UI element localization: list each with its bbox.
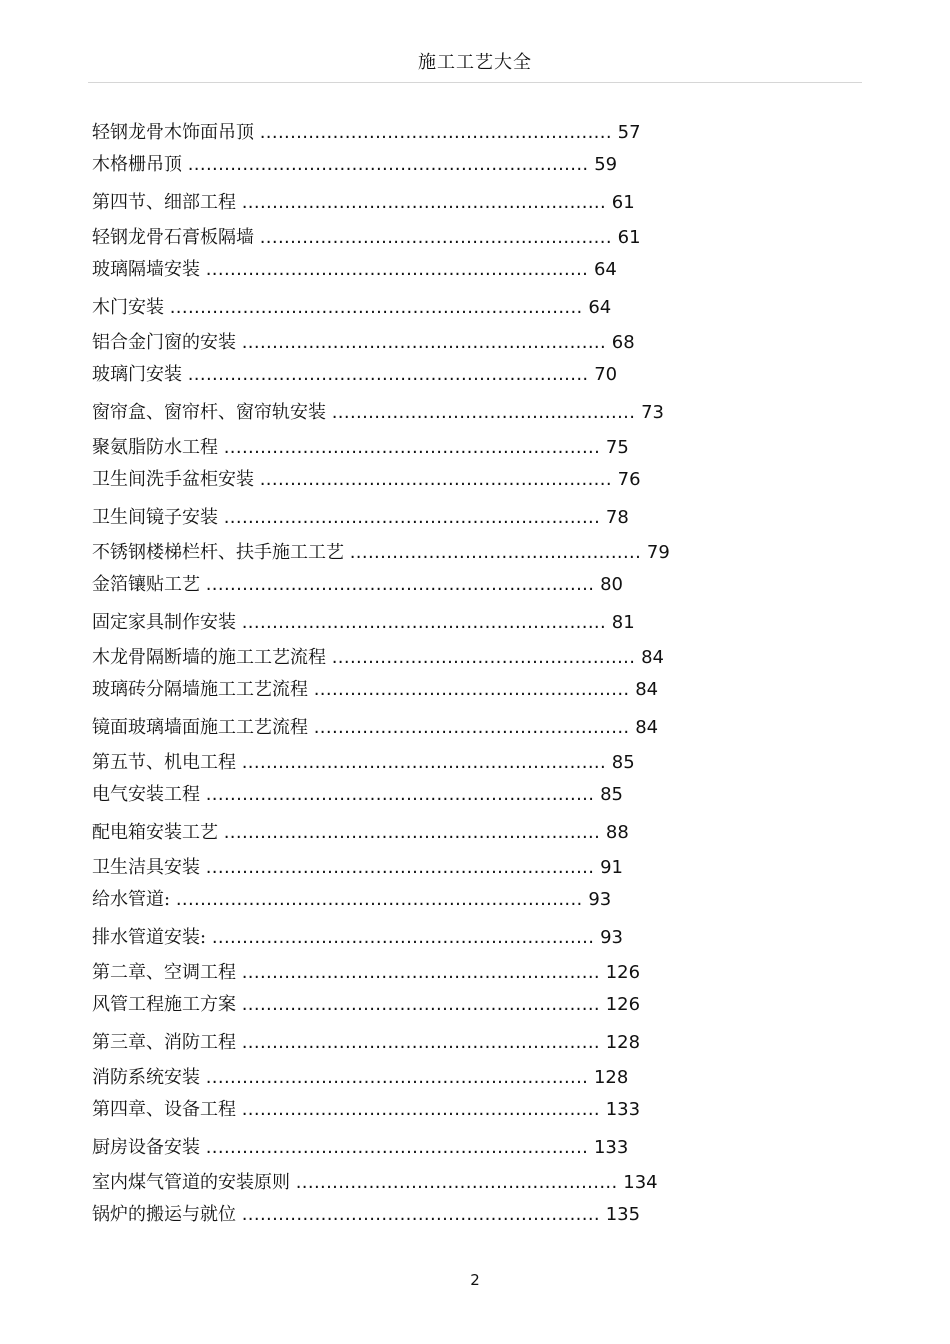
toc-leader-dots: ............................................................... (211, 927, 595, 948)
toc-entry[interactable] (92, 821, 629, 845)
toc-leader-dots: ............................................................... (205, 1067, 589, 1088)
toc-entry[interactable] (92, 401, 664, 425)
toc-entry[interactable] (92, 1136, 628, 1160)
toc-leader-dots: .............................................................. (223, 437, 601, 458)
toc-entry-title: 第三章、消防工程 (92, 1032, 236, 1053)
toc-leader-dots: .................................................... (313, 717, 630, 738)
toc-page-number: 59 (594, 154, 618, 175)
toc-page-number: 75 (605, 437, 629, 458)
toc-leader-dots: ........................................................... (241, 1099, 600, 1120)
toc-page-number: 93 (600, 927, 623, 948)
toc-entry-title: 镜面玻璃墙面施工工艺流程 (92, 717, 308, 738)
toc-page-number: 61 (611, 192, 635, 213)
toc-page-number: 81 (611, 612, 635, 633)
toc-leader-dots: ............................................................... (205, 1137, 589, 1158)
header-title: 施工工艺大全 (418, 52, 532, 73)
toc-leader-dots: ........................................................... (241, 1032, 600, 1053)
toc-page-number: 84 (635, 679, 659, 700)
toc-leader-dots: ............................................................ (241, 332, 607, 353)
toc-leader-dots: .............................................................. (223, 507, 601, 528)
toc-entry-title: 不锈钢楼梯栏杆、扶手施工工艺 (92, 542, 344, 563)
toc-leader-dots: .................................................. (331, 402, 636, 423)
toc-entry[interactable] (92, 331, 635, 355)
toc-page-number: 57 (617, 122, 641, 143)
toc-page-number: 88 (605, 822, 629, 843)
toc-page-number: 133 (605, 1099, 641, 1120)
toc-leader-dots: ........................................................... (241, 994, 600, 1015)
toc-page-number: 133 (593, 1137, 629, 1158)
toc-entry-title: 窗帘盒、窗帘杆、窗帘轨安装 (92, 402, 326, 423)
toc-entry-title: 给水管道: (92, 889, 171, 910)
toc-entry-title: 轻钢龙骨木饰面吊顶 (92, 122, 254, 143)
toc-leader-dots: ................................................ (349, 542, 642, 563)
toc-leader-dots: .................................................................. (187, 364, 589, 385)
toc-page-number: 128 (605, 1032, 641, 1053)
toc-page-number: 85 (600, 784, 623, 805)
toc-page-number: 68 (611, 332, 635, 353)
toc-entry[interactable] (92, 226, 641, 250)
toc-page-number: 73 (641, 402, 664, 423)
toc-page-number: 64 (593, 259, 617, 280)
toc-entry[interactable] (92, 121, 641, 145)
toc-entry-title: 卫生间洗手盆柜安装 (92, 469, 254, 490)
toc-page-number: 126 (605, 962, 641, 983)
toc-entry[interactable] (92, 191, 635, 215)
toc-entry-title: 固定家具制作安装 (92, 612, 236, 633)
toc-entry-title: 第四章、设备工程 (92, 1099, 236, 1120)
toc-entry-title: 第四节、细部工程 (92, 192, 236, 213)
toc-entry[interactable] (92, 258, 617, 282)
toc-entry-title: 第二章、空调工程 (92, 962, 236, 983)
toc-page-number: 70 (594, 364, 618, 385)
toc-entry-title: 风管工程施工方案 (92, 994, 236, 1015)
toc-entry[interactable] (92, 363, 617, 387)
toc-page-number: 78 (605, 507, 629, 528)
toc-leader-dots: .......................................................... (259, 469, 612, 490)
toc-leader-dots: .......................................................... (259, 227, 612, 248)
toc-page-number: 126 (605, 994, 641, 1015)
toc-entry-title: 卫生间镜子安装 (92, 507, 218, 528)
toc-entry[interactable] (92, 436, 629, 460)
toc-entry[interactable] (92, 783, 623, 807)
toc-leader-dots: ........................................................... (241, 962, 600, 983)
toc-page-number: 64 (588, 297, 612, 318)
toc-page-number: 84 (635, 717, 659, 738)
toc-entry-title: 卫生洁具安装 (92, 857, 200, 878)
toc-entry-title: 第五节、机电工程 (92, 752, 236, 773)
toc-page-number: 135 (605, 1204, 641, 1225)
toc-entry-title: 玻璃砖分隔墙施工工艺流程 (92, 679, 308, 700)
toc-entry[interactable] (92, 926, 623, 950)
toc-leader-dots: ................................................................ (205, 857, 595, 878)
toc-page-number: 76 (617, 469, 641, 490)
toc-entry[interactable] (92, 468, 641, 492)
toc-leader-dots: .................................................. (331, 647, 636, 668)
toc-entry-title: 聚氨脂防水工程 (92, 437, 218, 458)
toc-entry[interactable] (92, 1098, 640, 1122)
toc-entry-title: 锅炉的搬运与就位 (92, 1204, 236, 1225)
toc-entry[interactable] (92, 1171, 658, 1195)
toc-entry[interactable] (92, 646, 664, 670)
page-header (88, 48, 862, 83)
toc-entry[interactable] (92, 678, 658, 702)
toc-entry[interactable] (92, 153, 617, 177)
toc-entry-title: 室内煤气管道的安装原则 (92, 1172, 290, 1193)
toc-entry-title: 厨房设备安装 (92, 1137, 200, 1158)
toc-page-number: 85 (611, 752, 635, 773)
toc-leader-dots: ............................................................... (205, 259, 589, 280)
toc-page-number: 79 (646, 542, 670, 563)
toc-entry-title: 木格栅吊顶 (92, 154, 182, 175)
toc-entry[interactable] (92, 1203, 640, 1227)
toc-entry[interactable] (92, 541, 670, 565)
toc-entry[interactable] (92, 961, 640, 985)
toc-entry[interactable] (92, 716, 658, 740)
toc-entry-title: 排水管道安装: (92, 927, 207, 948)
toc-leader-dots: .......................................................... (259, 122, 612, 143)
toc-entry-title: 金箔镶贴工艺 (92, 574, 200, 595)
toc-entry[interactable] (92, 888, 611, 912)
toc-page-number: 80 (600, 574, 623, 595)
toc-leader-dots: .................................................................. (187, 154, 589, 175)
toc-leader-dots: ............................................................ (241, 612, 607, 633)
toc-entry[interactable] (92, 1031, 640, 1055)
toc-leader-dots: .................................................................... (169, 297, 583, 318)
toc-leader-dots: ................................................................... (175, 889, 583, 910)
toc-entry-title: 木门安装 (92, 297, 164, 318)
toc-entry-title: 木龙骨隔断墙的施工工艺流程 (92, 647, 326, 668)
toc-entry[interactable] (92, 296, 611, 320)
toc-entry-title: 玻璃门安装 (92, 364, 182, 385)
toc-page-number: 91 (600, 857, 623, 878)
toc-leader-dots: ............................................................ (241, 752, 607, 773)
toc-leader-dots: .............................................................. (223, 822, 601, 843)
toc-entry-title: 电气安装工程 (92, 784, 200, 805)
toc-entry[interactable] (92, 751, 635, 775)
toc-entry-title: 消防系统安装 (92, 1067, 200, 1088)
toc-entry-title: 轻钢龙骨石膏板隔墙 (92, 227, 254, 248)
toc-leader-dots: ................................................................ (205, 784, 595, 805)
toc-entry[interactable] (92, 1066, 628, 1090)
page-number: 2 (470, 1271, 480, 1289)
toc-entry-title: 配电箱安装工艺 (92, 822, 218, 843)
toc-page-number: 61 (617, 227, 641, 248)
toc-entry[interactable] (92, 993, 640, 1017)
toc-entry[interactable] (92, 856, 623, 880)
toc-leader-dots: ................................................................ (205, 574, 595, 595)
toc-page-number: 134 (623, 1172, 658, 1193)
toc-leader-dots: .................................................... (313, 679, 630, 700)
toc-leader-dots: ..................................................... (295, 1172, 618, 1193)
toc-page-number: 128 (593, 1067, 629, 1088)
toc-entry[interactable] (92, 573, 623, 597)
toc-entry[interactable] (92, 506, 629, 530)
toc-leader-dots: ............................................................ (241, 192, 607, 213)
toc-entry-title: 玻璃隔墙安装 (92, 259, 200, 280)
toc-entry[interactable] (92, 611, 635, 635)
toc-page-number: 84 (641, 647, 664, 668)
toc-entry-title: 铝合金门窗的安装 (92, 332, 236, 353)
toc-page-number: 93 (588, 889, 612, 910)
toc-leader-dots: ........................................................... (241, 1204, 600, 1225)
